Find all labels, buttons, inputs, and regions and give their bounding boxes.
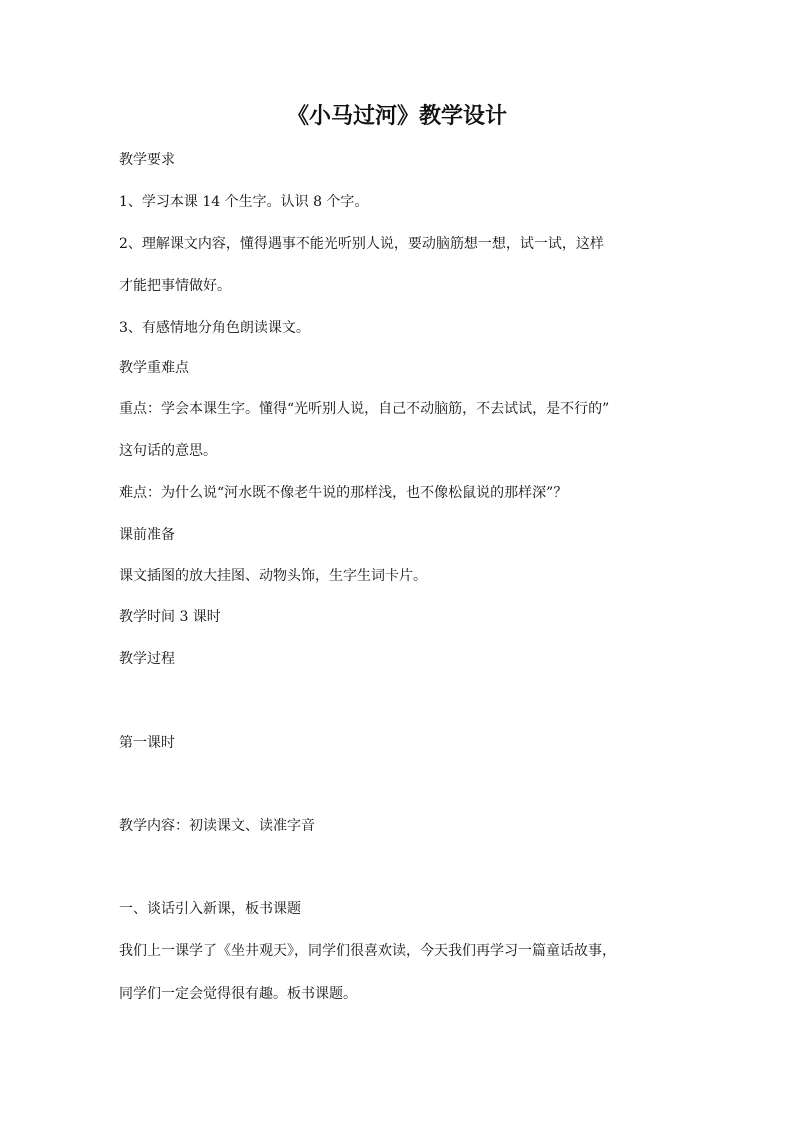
- key-point-continued: 这句话的意思。: [119, 443, 217, 459]
- lesson-content: 教学内容：初读课文、读准字音: [119, 818, 315, 834]
- requirement-item-2: 2、理解课文内容，懂得遇事不能光听别人说，要动脑筋想一想，试一试，这样: [119, 236, 604, 252]
- lesson-heading-first: 第一课时: [119, 735, 175, 751]
- step-paragraph-line-1: 我们上一课学了《坐井观天》，同学们很喜欢读，今天我们再学习一篇童话故事，: [119, 943, 616, 959]
- requirement-item-3: 3、有感情地分角色朗读课文。: [119, 320, 310, 336]
- step-paragraph-line-2: 同学们一定会觉得很有趣。板书课题。: [119, 986, 357, 1002]
- document-title: 《小马过河》教学设计: [286, 104, 507, 129]
- requirement-item-1: 1、学习本课 14 个生字。认识 8 个字。: [119, 194, 369, 210]
- key-point: 重点：学会本课生字。懂得“光听别人说，自己不动脑筋，不去试试，是不行的”: [119, 401, 610, 417]
- preparation-text: 课文插图的放大挂图、动物头饰，生字生词卡片。: [119, 568, 427, 584]
- section-heading-key-points: 教学重难点: [119, 360, 189, 376]
- difficult-point: 难点：为什么说“河水既不像老牛说的那样浅，也不像松鼠说的那样深”？: [119, 485, 568, 501]
- requirement-item-2-continued: 才能把事情做好。: [119, 278, 231, 294]
- section-heading-process: 教学过程: [119, 651, 175, 667]
- section-heading-preparation: 课前准备: [119, 527, 175, 543]
- step-heading-1: 一、谈话引入新课，板书课题: [119, 901, 301, 917]
- section-heading-requirements: 教学要求: [119, 152, 175, 168]
- teaching-time: 教学时间 3 课时: [119, 609, 221, 625]
